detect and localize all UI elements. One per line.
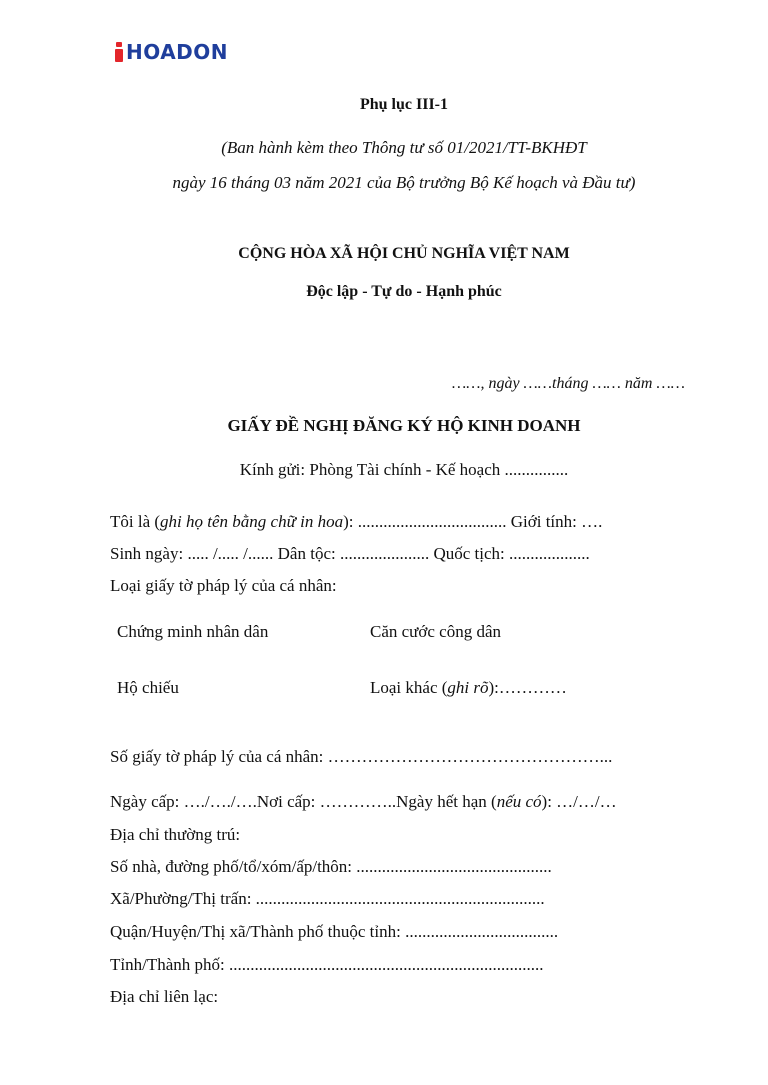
option-passport: Hộ chiếu	[117, 678, 179, 697]
issue-hint: nếu có	[496, 792, 542, 811]
logo-text: HOADON	[126, 40, 229, 64]
name-hint: ghi họ tên bằng chữ in hoa	[160, 512, 344, 531]
other-hint: ghi rõ	[447, 678, 489, 697]
name-line	[110, 512, 602, 532]
option-other	[370, 678, 567, 698]
name-suffix: ): ................................... Giới tính: ….	[343, 512, 603, 531]
option-cccd: Căn cước công dân	[370, 622, 502, 641]
issued-line-2: ngày 16 tháng 03 năm 2021 của Bộ trưởng Bộ Kế hoạch và Đầu tư)	[172, 173, 636, 192]
birth-line: Sinh ngày: ..... /..... /...... Dân tộc: ..................... Quốc tịch: ...................	[110, 544, 590, 563]
country-name: CỘNG HÒA XÃ HỘI CHỦ NGHĨA VIỆT NAM	[238, 245, 570, 262]
issue-line	[110, 792, 617, 812]
house-street-line: Số nhà, đường phố/tổ/xóm/ấp/thôn: ..............................................	[110, 857, 552, 876]
issued-line-1: (Ban hành kèm theo Thông tư số 01/2021/TT-BKHĐT	[221, 138, 587, 157]
other-prefix: Loại khác (	[370, 678, 448, 697]
legal-doc-type-label: Loại giấy tờ pháp lý của cá nhân:	[110, 576, 337, 595]
option-cmnd: Chứng minh nhân dân	[117, 622, 269, 641]
ward-line: Xã/Phường/Thị trấn: ....................................................................	[110, 889, 545, 908]
motto: Độc lập - Tự do - Hạnh phúc	[306, 283, 502, 300]
province-line: Tỉnh/Thành phố: ..........................................................................	[110, 955, 544, 974]
name-prefix: Tôi là (	[110, 512, 161, 531]
issue-prefix: Ngày cấp: …./…./….Nơi cấp: …………..Ngày hết hạn (	[110, 792, 497, 811]
permanent-address-label: Địa chỉ thường trú:	[110, 825, 241, 844]
issue-suffix: ): …/…/…	[541, 792, 617, 811]
hoadon-logo	[115, 36, 228, 62]
doc-number-line: Số giấy tờ pháp lý của cá nhân: …………………………………………...	[110, 747, 613, 766]
logo-mark	[115, 42, 124, 62]
appendix-title: Phụ lục III-1	[359, 96, 449, 113]
date-line: ……, ngày ……tháng …… năm ……	[452, 375, 685, 392]
recipient-line: Kính gửi: Phòng Tài chính - Kế hoạch ...............	[239, 460, 569, 479]
district-line: Quận/Huyện/Thị xã/Thành phố thuộc tỉnh: ....................................	[110, 922, 559, 941]
form-title: GIẤY ĐỀ NGHỊ ĐĂNG KÝ HỘ KINH DOANH	[227, 416, 581, 435]
other-suffix: ):…………	[488, 678, 567, 697]
contact-address-label: Địa chỉ liên lạc:	[110, 987, 219, 1006]
